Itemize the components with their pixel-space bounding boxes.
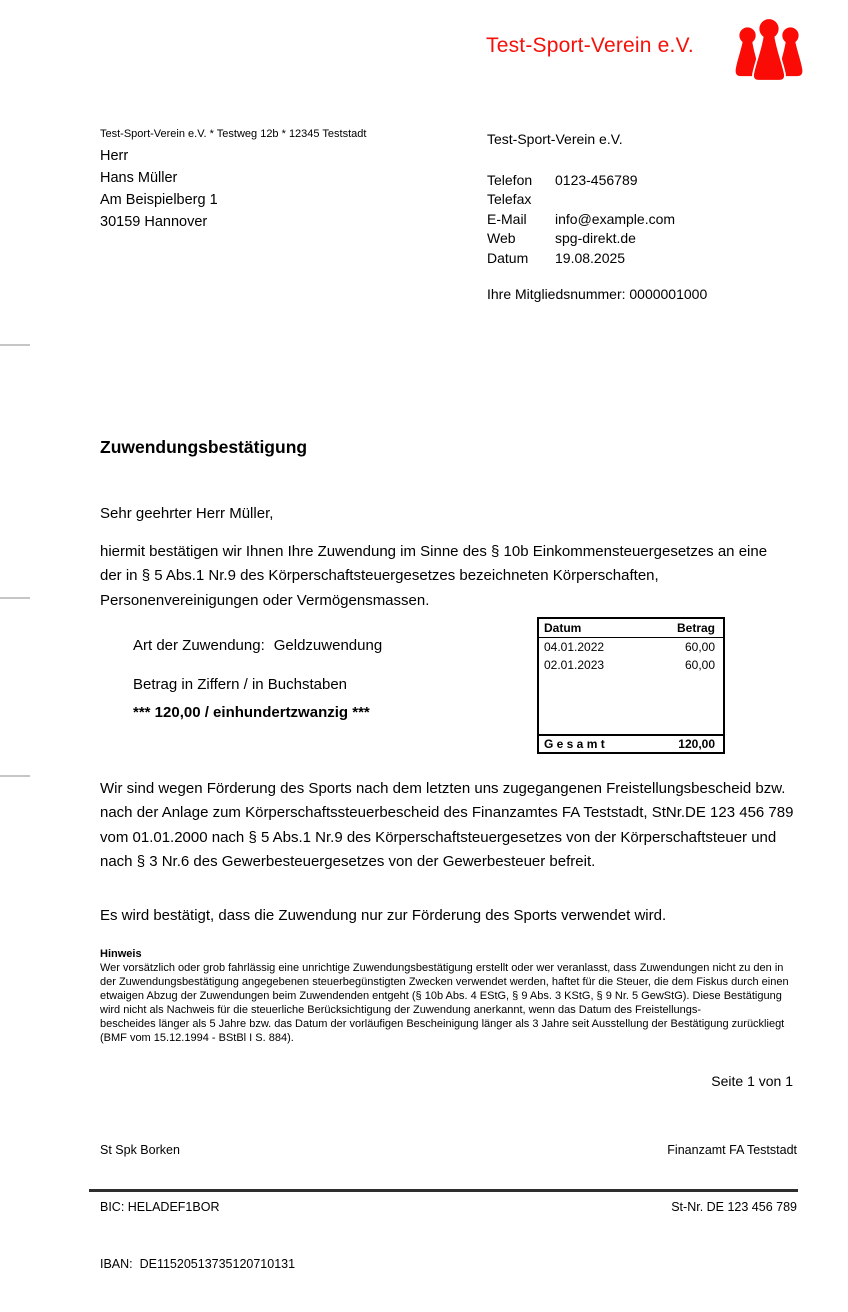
recipient-name: Hans Müller xyxy=(100,170,178,186)
intro-paragraph: hiermit bestätigen wir Ihnen Ihre Zuwendung im Sinne des § 10b Einkommensteuergesetzes an eine der in § 5 Abs.1 Nr.9 des Körperschaftsteuergesetzes bezeichneten Körperschaften, Personenvereinigungen oder Vermögensmassen. xyxy=(100,543,768,609)
bank-iban: IBAN: DE11520513735120710131 xyxy=(100,1257,296,1271)
fold-mark xyxy=(0,775,30,777)
contact-org-name: Test-Sport-Verein e.V. xyxy=(487,131,623,147)
column-header-datum: Datum xyxy=(544,621,582,635)
total-label: G e s a m t xyxy=(544,737,605,751)
contact-label: Datum xyxy=(487,249,529,266)
contact-info-block xyxy=(487,131,707,302)
sender-return-address: Test-Sport-Verein e.V. * Testweg 12b * 12345 Teststadt xyxy=(100,128,367,140)
bottom-rule xyxy=(89,1189,798,1192)
contact-label: Web xyxy=(487,230,516,247)
contact-label: Telefon xyxy=(487,172,533,188)
bank-details-block xyxy=(100,1103,295,1312)
contact-row-email xyxy=(487,210,707,229)
fold-mark xyxy=(0,597,30,599)
cell-datum: 04.01.2022 xyxy=(544,640,605,654)
recipient-street: Am Beispielberg 1 xyxy=(100,192,218,208)
tax-number: St-Nr. DE 123 456 789 xyxy=(671,1200,797,1214)
tax-office-block xyxy=(667,1103,797,1255)
letter-title: Zuwendungsbestätigung xyxy=(100,437,308,457)
hinweis-paragraph: Wer vorsätzlich oder grob fahrlässig eine unrichtige Zuwendungsbestätigung erstellt oder wer veranlasst, dass Zuwendungen nicht zu den in der Zuwendungsbestätigung angegebenen steuerbegünstigten Zwecken verwendet werden, haftet für die Steuer, die dem Fiskus durch einen etwaigen Abzug der Zuwendungen beim Zuwendenden entgeht (§ 10b Abs. 4 EStG, § 9 Abs. 3 KStG, § 9 Nr. 5 GewStG). Diese Bestätigung wird nicht als Nachweis für die steuerliche Berücksichtigung der Zuwendung anerkannt, wenn das Datum des Freistellungs- xyxy=(100,962,789,1016)
table-row xyxy=(539,656,723,674)
hinweis-paragraph: bescheides länger als 5 Jahre bzw. das Datum der vorläufigen Bescheinigung länger als 3 Jahre seit Ausstellung der Bestätigung zurückliegt (BMF vom 15.12.1994 - BStBl I S. 884). xyxy=(100,1017,785,1044)
salutation: Sehr geehrter Herr Müller, xyxy=(100,505,274,522)
contact-row-datum xyxy=(487,249,707,268)
amount-words-label: Betrag in Ziffern / in Buchstaben xyxy=(133,676,348,693)
contact-row-telefax xyxy=(487,190,707,209)
fold-mark xyxy=(0,344,30,346)
table-row xyxy=(539,638,723,656)
contact-value: 19.08.2025 xyxy=(555,249,626,266)
contact-label: E-Mail xyxy=(487,210,527,227)
page-indicator: Seite 1 von 1 xyxy=(711,1073,793,1089)
three-pins-logo-icon xyxy=(731,14,807,88)
donation-type-label: Art der Zuwendung: xyxy=(133,637,265,654)
cell-betrag: 60,00 xyxy=(684,640,715,654)
hinweis-title: Hinweis xyxy=(100,948,142,960)
membership-number-line: Ihre Mitgliedsnummer: 0000001000 xyxy=(487,286,708,303)
contact-value: 0123-456789 xyxy=(555,172,638,188)
contact-label: Telefax xyxy=(487,191,532,208)
contact-value: info@example.com xyxy=(555,210,676,227)
tax-exemption-paragraph: Wir sind wegen Förderung des Sports nach dem letzten uns zugegangenen Freistellungsbescheid bzw. nach der Anlage zum Körperschaftssteuerbescheid des Finanzamtes FA Teststadt, StNr.DE 123 456 789 vom 01.01.2000 nach § 5 Abs.1 Nr.9 des Körperschaftsteuergesetzes von der Körperschaftsteuer und nach § 3 Nr.6 des Gewerbesteuergesetzes von der Gewerbesteuer befreit. xyxy=(100,780,794,871)
confirmation-paragraph: Es wird bestätigt, dass die Zuwendung nur zur Förderung des Sports verwendet wird. xyxy=(100,907,667,924)
donation-table xyxy=(537,617,725,754)
donation-type-line xyxy=(133,637,382,654)
cell-betrag: 60,00 xyxy=(684,658,715,672)
contact-row-web xyxy=(487,229,707,248)
table-spacer xyxy=(539,674,723,734)
table-total-row xyxy=(539,734,723,752)
donation-type-value: Geldzuwendung xyxy=(273,637,383,654)
recipient-address-block xyxy=(100,145,218,233)
cell-datum: 02.01.2023 xyxy=(544,658,605,672)
recipient-salutation-line: Herr xyxy=(100,148,129,164)
column-header-betrag: Betrag xyxy=(676,621,715,635)
amount-line: *** 120,00 / einhundertzwanzig *** xyxy=(133,704,370,721)
tax-office-name: Finanzamt FA Teststadt xyxy=(667,1143,797,1157)
contact-row-telefon xyxy=(487,171,707,190)
contact-value: spg-direkt.de xyxy=(555,230,636,247)
total-value: 120,00 xyxy=(678,737,715,751)
org-title: Test-Sport-Verein e.V. xyxy=(486,34,694,57)
hinweis-section xyxy=(100,948,794,1045)
bank-name: St Spk Borken xyxy=(100,1143,180,1157)
bank-bic: BIC: HELADEF1BOR xyxy=(100,1200,220,1214)
donation-table-header xyxy=(539,619,723,638)
recipient-city: 30159 Hannover xyxy=(100,214,208,230)
